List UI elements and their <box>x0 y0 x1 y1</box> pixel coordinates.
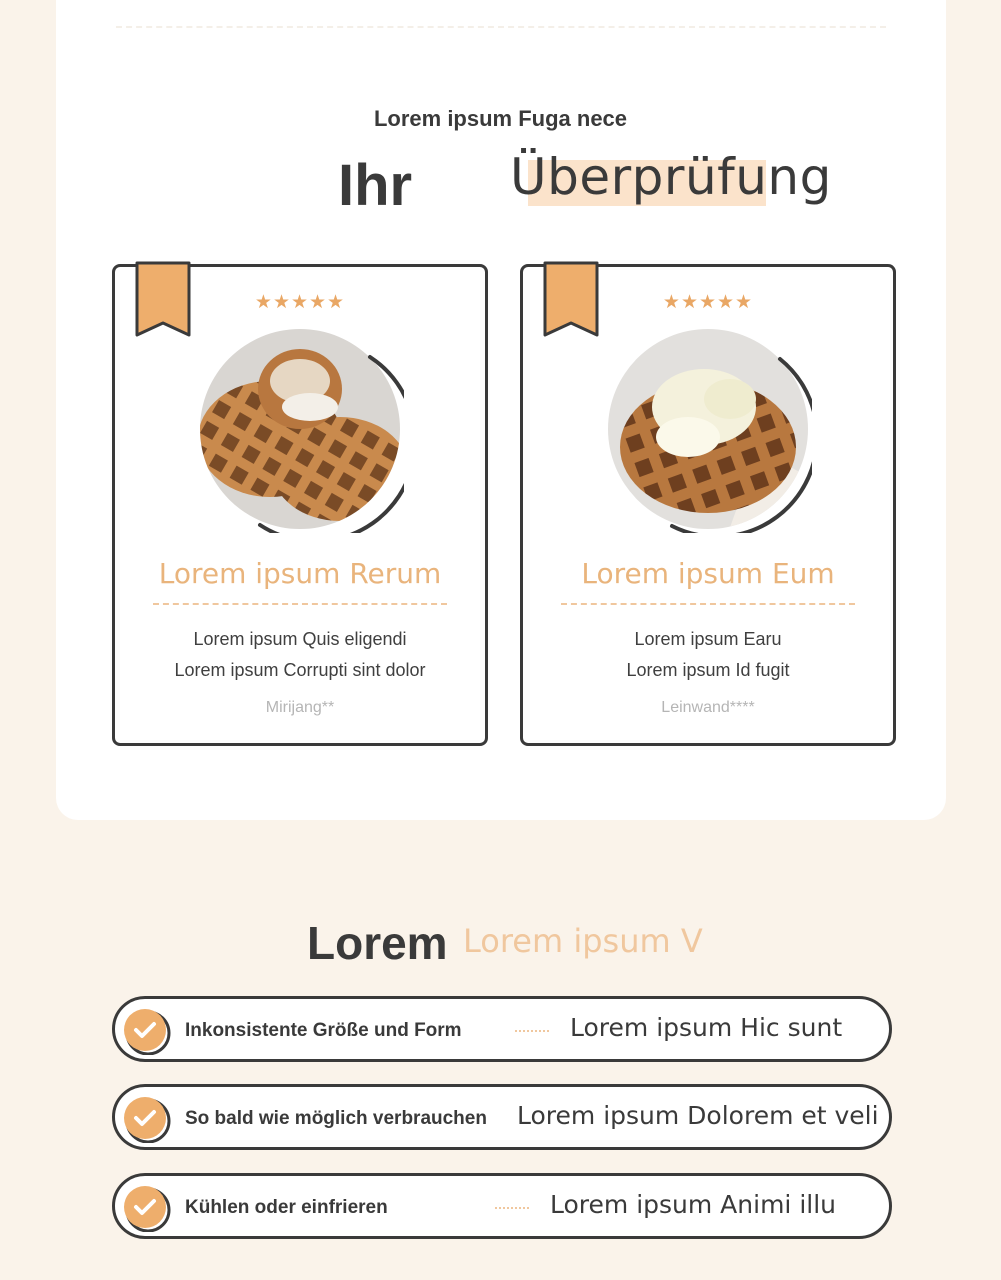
tip-value: Lorem ipsum Animi illu <box>550 1190 836 1219</box>
card-author: Mirijang** <box>265 699 335 716</box>
star-rating: ★★★★★ <box>662 292 754 313</box>
star-rating: ★★★★★ <box>254 292 346 313</box>
review-card <box>112 264 488 746</box>
review-card <box>520 264 896 746</box>
tip-label: Kühlen oder einfrieren <box>185 1197 388 1218</box>
tip-row <box>112 1084 892 1150</box>
tip-row <box>112 996 892 1062</box>
tips-headline-script: Lorem ipsum V <box>463 922 703 960</box>
card-text-line: Lorem ipsum Id fugit <box>626 660 790 680</box>
tips-headline-bold: Lorem <box>307 917 448 969</box>
tip-value: Lorem ipsum Dolorem et veli <box>517 1101 879 1130</box>
tip-row <box>112 1173 892 1239</box>
headline-script-word: Überprüfung <box>510 148 832 206</box>
tip-dots <box>495 1207 529 1209</box>
reviews-kicker: Lorem ipsum Fuga nece <box>373 106 628 131</box>
waffle-with-ice-cream-photo <box>200 329 404 533</box>
tip-dots <box>515 1030 549 1032</box>
tip-value: Lorem ipsum Hic sunt <box>570 1013 843 1042</box>
card-divider <box>153 603 447 605</box>
card-title: Lorem ipsum Eum <box>581 557 835 590</box>
card-text-line: Lorem ipsum Quis eligendi <box>193 629 407 649</box>
tip-label: So bald wie möglich verbrauchen <box>185 1108 487 1129</box>
card-title: Lorem ipsum Rerum <box>158 557 442 590</box>
tip-label: Inkonsistente Größe und Form <box>185 1020 462 1041</box>
tips-headline <box>0 912 1001 972</box>
checkmark-icon <box>121 1093 171 1143</box>
card-divider <box>561 603 855 605</box>
waffle-with-cream-photo <box>608 329 812 533</box>
card-text-line: Lorem ipsum Corrupti sint dolor <box>174 660 426 680</box>
reviews-headline <box>0 146 1001 226</box>
checkmark-icon <box>121 1182 171 1232</box>
headline-bold-word: Ihr <box>338 153 413 218</box>
card-text-line: Lorem ipsum Earu <box>634 629 782 649</box>
top-divider <box>116 26 886 28</box>
checkmark-icon <box>121 1005 171 1055</box>
card-author: Leinwand**** <box>661 699 755 716</box>
